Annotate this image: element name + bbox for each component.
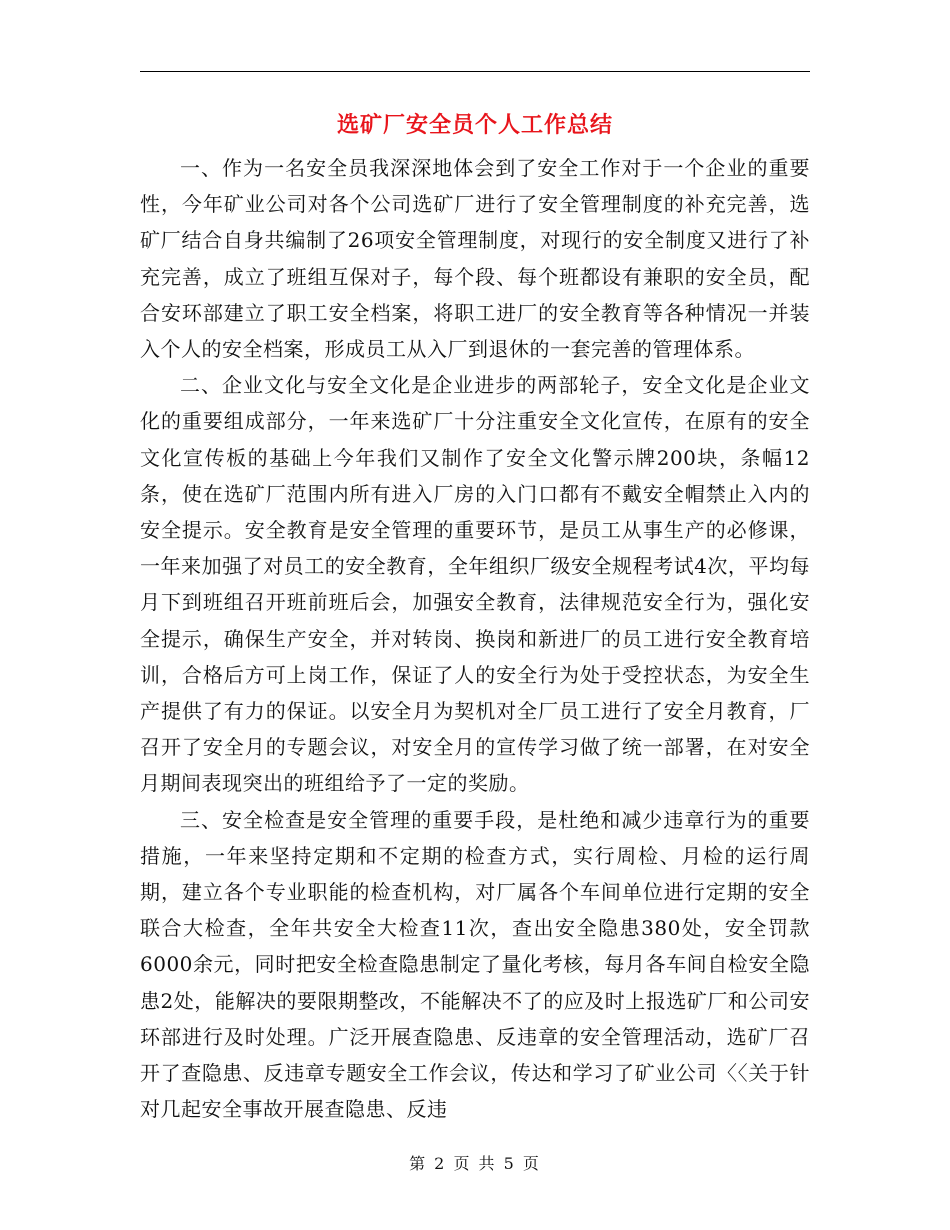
page-number: 第 2 页 共 5 页 <box>409 1154 541 1173</box>
document-title: 选矿厂安全员个人工作总结 <box>336 112 613 138</box>
paragraph-1: 一、作为一名安全员我深深地体会到了安全工作对于一个企业的重要性，今年矿业公司对各个公司选矿厂进行了安全管理制度的补充完善，选矿厂结合自身共编制了26项安全管理制度，对现行的安全制度又进行了补充完善，成立了班组互保对子，每个段、每个班都设有兼职的安全员，配合安环部建立了职工安全档案，将职工进厂的安全教育等各种情况一并装入个人的安全档案，形成员工从入厂到退休的一套完善的管理体系。 <box>140 156 810 362</box>
document-body <box>140 150 810 1127</box>
header-rule <box>140 71 810 72</box>
paragraph-2: 二、企业文化与安全文化是企业进步的两部轮子，安全文化是企业文化的重要组成部分，一年来选矿厂十分注重安全文化宣传，在原有的安全文化宣传板的基础上今年我们又制作了安全文化警示牌200块，条幅12条，使在选矿厂范围内所有进入厂房的入门口都有不戴安全帽禁止入内的安全提示。安全教育是安全管理的重要环节，是员工从事生产的必修课，一年来加强了对员工的安全教育，全年组织厂级安全规程考试4次，平均每月下到班组召开班前班后会，加强安全教育，法律规范安全行为，强化安全提示，确保生产安全，并对转岗、换岗和新进厂的员工进行安全教育培训，合格后方可上岗工作，保证了人的安全行为处于受控状态，为安全生产提供了有力的保证。以安全月为契机对全厂员工进行了安全月教育，厂召开了安全月的专题会议，对安全月的宣传学习做了统一部署，在对安全月期间表现突出的班组给予了一定的奖励。 <box>140 373 810 796</box>
paragraph-3: 三、安全检查是安全管理的重要手段，是杜绝和减少违章行为的重要措施，一年来坚持定期和不定期的检查方式，实行周检、月检的运行周期，建立各个专业职能的检查机构，对厂属各个车间单位进行定期的安全联合大检查，全年共安全大检查11次，查出安全隐患380处，安全罚款6000余元，同时把安全检查隐患制定了量化考核，每月各车间自检安全隐患2处，能解决的要限期整改，不能解决不了的应及时上报选矿厂和公司安环部进行及时处理。广泛开展查隐患、反违章的安全管理活动，选矿厂召开了查隐患、反违章专题安全工作会议，传达和学习了矿业公司〈〈关于针对几起安全事故开展查隐患、反违 <box>140 807 810 1122</box>
